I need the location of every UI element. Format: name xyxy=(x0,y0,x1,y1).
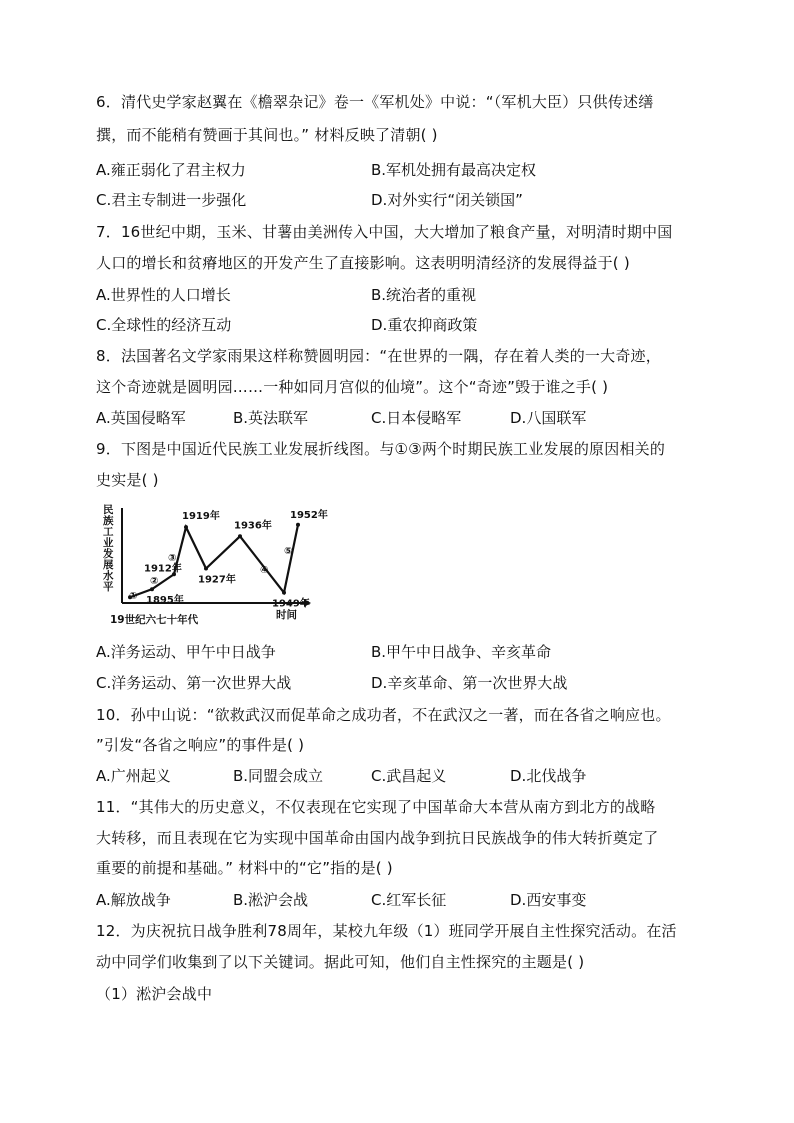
q11-stem-line2: 大转移，而且表现在它为实现中国革命由国内战争到抗日民族战争的伟大转折奠定了 xyxy=(96,829,659,847)
chart-y-axis-label-char: 族 xyxy=(103,515,114,527)
chart-y-axis-label-char: 工 xyxy=(103,526,114,538)
chart-point-label: 1936年 xyxy=(234,520,272,532)
q9-option-c: C.洋务运动、第一次世界大战 xyxy=(96,674,292,692)
q11-stem-line3: 重要的前提和基础。” 材料中的“它”指的是( ) xyxy=(96,859,393,877)
chart-point xyxy=(296,523,300,527)
q11-stem-line1: 11．“其伟大的历史意义，不仅表现在它实现了中国革命大本营从南方到北方的战略 xyxy=(96,798,656,816)
q6-option-a: A.雍正弱化了君主权力 xyxy=(96,161,246,179)
q9-stem-line1: 9．下图是中国近代民族工业发展折线图。与①③两个时期民族工业发展的原因相关的 xyxy=(96,440,666,458)
chart-period-mark: ② xyxy=(150,576,159,587)
q7-option-b: B.统治者的重视 xyxy=(371,286,477,304)
chart-point-label: 1912年 xyxy=(144,563,182,575)
q11-option-a: A.解放战争 xyxy=(96,891,171,909)
q11-option-b: B.淞沪会战 xyxy=(233,891,309,909)
chart-y-axis-label-char: 发 xyxy=(103,548,114,560)
q11-option-c: C.红军长征 xyxy=(371,891,447,909)
chart-x-axis-label: 时间 xyxy=(276,609,297,621)
q7-option-c: C.全球性的经济互动 xyxy=(96,316,232,334)
q10-stem-line2: ”引发“各省之响应”的事件是( ) xyxy=(96,736,305,754)
q6-option-b: B.军机处拥有最高决定权 xyxy=(371,161,537,179)
q9-stem-line2: 史实是( ) xyxy=(96,471,159,489)
q8-option-a: A.英国侵略军 xyxy=(96,409,186,427)
chart-period-mark: ③ xyxy=(168,553,177,564)
q9-option-b: B.甲午中日战争、辛亥革命 xyxy=(371,643,552,661)
chart-point xyxy=(238,534,242,538)
q9-option-d: D.辛亥革命、第一次世界大战 xyxy=(371,674,568,692)
q12-keyword-1: （1）淞沪会战中 xyxy=(96,985,213,1003)
q10-stem-line1: 10．孙中山说：“欲救武汉而促革命之成功者，不在武汉之一著，而在各省之响应也。 xyxy=(96,706,671,724)
q8-option-b: B.英法联军 xyxy=(233,409,309,427)
q7-option-a: A.世界性的人口增长 xyxy=(96,286,231,304)
chart-x-start-label: 19世纪六七十年代 xyxy=(110,614,199,626)
q10-option-d: D.北伐战争 xyxy=(510,767,587,785)
chart-y-axis-label-char: 民 xyxy=(103,504,114,516)
chart-point-label: 1919年 xyxy=(182,511,220,523)
industry-line-chart xyxy=(100,502,336,628)
chart-point-label: 1952年 xyxy=(290,509,328,521)
q6-stem-line2: 撰，而不能稍有赞画于其间也。” 材料反映了清朝( ) xyxy=(96,126,438,144)
q8-option-c: C.日本侵略军 xyxy=(371,409,462,427)
chart-point-label: 1895年 xyxy=(146,595,184,607)
q7-stem-line1: 7．16世纪中期，玉米、甘薯由美洲传入中国，大大增加了粮食产量，对明清时期中国 xyxy=(96,223,673,241)
chart-point-label: 1927年 xyxy=(198,574,236,586)
chart-y-axis-label xyxy=(102,503,114,593)
q8-option-d: D.八国联军 xyxy=(510,409,587,427)
q9-option-a: A.洋务运动、甲午中日战争 xyxy=(96,643,276,661)
chart-point xyxy=(204,567,208,571)
q7-stem-line2: 人口的增长和贫瘠地区的开发产生了直接影响。这表明明清经济的发展得益于( ) xyxy=(96,254,630,272)
chart-point-label: 1949年 xyxy=(272,598,310,610)
chart-period-mark: ⑤ xyxy=(284,546,293,557)
q8-stem-line1: 8．法国著名文学家雨果这样称赞圆明园：“在世界的一隅，存在着人类的一大奇迹， xyxy=(96,347,661,365)
chart-y-axis-label-char: 业 xyxy=(103,537,114,549)
q10-option-a: A.广州起义 xyxy=(96,767,171,785)
q11-option-d: D.西安事变 xyxy=(510,891,587,909)
chart-point xyxy=(184,525,188,529)
q7-option-d: D.重农抑商政策 xyxy=(371,316,478,334)
q10-option-c: C.武昌起义 xyxy=(371,767,447,785)
q12-stem-line1: 12．为庆祝抗日战争胜利78周年，某校九年级（1）班同学开展自主性探究活动。在活 xyxy=(96,922,677,940)
q12-stem-line2: 动中同学们收集到了以下关键词。据此可知，他们自主性探究的主题是( ) xyxy=(96,953,585,971)
q10-option-b: B.同盟会成立 xyxy=(233,767,324,785)
q6-stem-line1: 6．清代史学家赵翼在《檐翠杂记》卷一《军机处》中说：“（军机大臣）只供传述缮 xyxy=(96,93,654,111)
chart-y-axis-label-char: 平 xyxy=(103,581,114,593)
q8-stem-line2: 这个奇迹就是圆明园……一种如同月宫似的仙境”。这个“奇迹”毁于谁之手( ) xyxy=(96,378,609,396)
chart-y-axis-label-char: 水 xyxy=(103,570,114,582)
chart-point xyxy=(150,587,154,591)
q6-option-c: C.君主专制进一步强化 xyxy=(96,191,247,209)
chart-y-axis-label-char: 展 xyxy=(103,559,114,571)
chart-period-mark: ④ xyxy=(260,565,269,576)
q6-option-d: D.对外实行“闭关锁国” xyxy=(371,191,523,209)
chart-point xyxy=(282,591,286,595)
chart-period-mark: ① xyxy=(129,591,138,602)
